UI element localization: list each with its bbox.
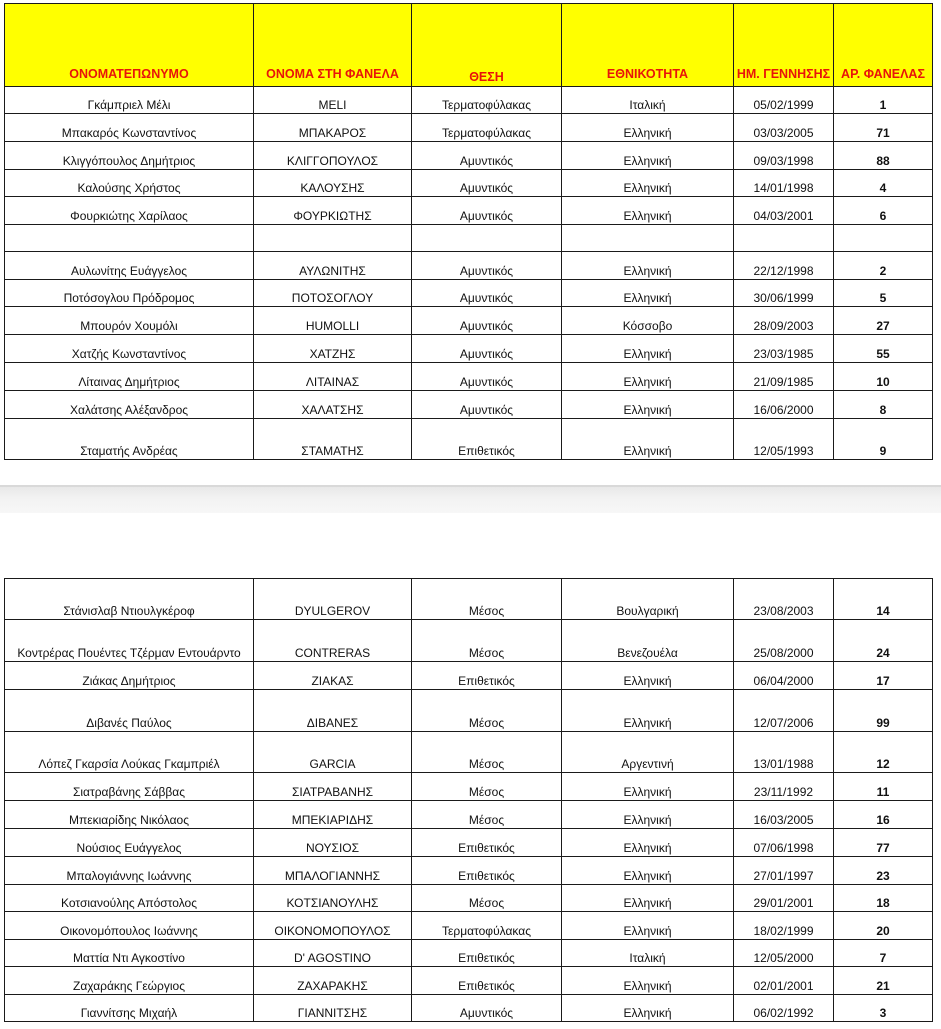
cell-shirt-number: 16 xyxy=(834,801,933,829)
table-row xyxy=(5,579,933,620)
cell-birth-date: 30/06/1999 xyxy=(734,280,834,307)
cell-nationality: Βουλγαρική xyxy=(562,579,734,620)
cell-shirt-number: 20 xyxy=(834,912,933,940)
cell-shirt-name: ΜΠΑΛΟΓΙΑΝΝΗΣ xyxy=(254,857,412,885)
cell-full-name: Οικονομόπουλος Ιωάννης xyxy=(5,912,254,940)
table-row xyxy=(5,885,933,912)
cell-shirt-name: ΖΙΑΚΑΣ xyxy=(254,662,412,690)
cell-birth-date: 02/01/2001 xyxy=(734,967,834,995)
cell-birth-date: 21/09/1985 xyxy=(734,363,834,391)
cell-shirt-name: ΧΑΤΖΗΣ xyxy=(254,335,412,363)
cell-position: Επιθετικός xyxy=(412,967,562,995)
cell-nationality: Κόσσοβο xyxy=(562,307,734,335)
cell-birth-date: 23/08/2003 xyxy=(734,579,834,620)
cell-position: Αμυντικός xyxy=(412,363,562,391)
table-row xyxy=(5,995,933,1022)
cell-shirt-name: ΦΟΥΡΚΙΩΤΗΣ xyxy=(254,197,412,225)
cell-position: Αμυντικός xyxy=(412,995,562,1022)
cell-position: Τερματοφύλακας xyxy=(412,87,562,114)
cell-shirt-name: ΜΠΕΚΙΑΡΙΔΗΣ xyxy=(254,801,412,829)
cell-shirt-number: 77 xyxy=(834,829,933,857)
cell-nationality: Ελληνική xyxy=(562,391,734,419)
cell-shirt-number: 9 xyxy=(834,419,933,460)
header-position: ΘΕΣΗ xyxy=(412,4,562,87)
cell-birth-date: 25/08/2000 xyxy=(734,620,834,662)
cell-nationality: Ελληνική xyxy=(562,335,734,363)
cell-full-name xyxy=(5,225,254,252)
cell-shirt-number xyxy=(834,225,933,252)
cell-birth-date xyxy=(734,225,834,252)
header-row xyxy=(5,4,933,87)
cell-nationality: Ιταλική xyxy=(562,87,734,114)
cell-nationality: Αργεντινή xyxy=(562,732,734,773)
table-row xyxy=(5,335,933,363)
cell-nationality: Ελληνική xyxy=(562,114,734,142)
cell-birth-date: 16/06/2000 xyxy=(734,391,834,419)
cell-full-name: Χαλάτσης Αλέξανδρος xyxy=(5,391,254,419)
cell-position: Μέσος xyxy=(412,773,562,801)
table-row xyxy=(5,732,933,773)
cell-shirt-number: 4 xyxy=(834,170,933,197)
table-row xyxy=(5,829,933,857)
cell-shirt-number: 23 xyxy=(834,857,933,885)
table-row xyxy=(5,391,933,419)
cell-position: Τερματοφύλακας xyxy=(412,114,562,142)
cell-nationality: Ελληνική xyxy=(562,662,734,690)
cell-shirt-number: 71 xyxy=(834,114,933,142)
cell-shirt-number: 1 xyxy=(834,87,933,114)
cell-shirt-name: ΣΙΑΤΡΑΒΑΝΗΣ xyxy=(254,773,412,801)
cell-full-name: Κοντρέρας Πουέντες Τζέρμαν Εντουάρντο xyxy=(5,620,254,662)
cell-shirt-name: ΚΛΙΓΓΟΠΟΥΛΟΣ xyxy=(254,142,412,170)
cell-position: Επιθετικός xyxy=(412,940,562,967)
cell-position: Μέσος xyxy=(412,732,562,773)
cell-shirt-number: 99 xyxy=(834,690,933,732)
cell-position: Αμυντικός xyxy=(412,391,562,419)
cell-shirt-name: ΑΥΛΩΝΙΤΗΣ xyxy=(254,252,412,280)
cell-shirt-name: ΝΟΥΣΙΟΣ xyxy=(254,829,412,857)
cell-shirt-name: ΚΟΤΣΙΑΝΟΥΛΗΣ xyxy=(254,885,412,912)
cell-nationality: Ελληνική xyxy=(562,280,734,307)
cell-position: Μέσος xyxy=(412,690,562,732)
cell-nationality: Ελληνική xyxy=(562,363,734,391)
cell-shirt-number: 8 xyxy=(834,391,933,419)
cell-full-name: Μπεκιαρίδης Νικόλαος xyxy=(5,801,254,829)
cell-shirt-number: 17 xyxy=(834,662,933,690)
table-row xyxy=(5,912,933,940)
cell-shirt-number: 27 xyxy=(834,307,933,335)
table-row xyxy=(5,170,933,197)
cell-full-name: Ζαχαράκης Γεώργιος xyxy=(5,967,254,995)
table-row xyxy=(5,773,933,801)
cell-birth-date: 03/03/2005 xyxy=(734,114,834,142)
cell-nationality: Ελληνική xyxy=(562,829,734,857)
table-row xyxy=(5,662,933,690)
cell-shirt-number: 3 xyxy=(834,995,933,1022)
cell-full-name: Κοτσιανούλης Απόστολος xyxy=(5,885,254,912)
cell-position: Αμυντικός xyxy=(412,197,562,225)
cell-shirt-name: ΖΑΧΑΡΑΚΗΣ xyxy=(254,967,412,995)
cell-nationality xyxy=(562,225,734,252)
cell-position: Μέσος xyxy=(412,579,562,620)
cell-full-name: Μπουρόν Χουμόλι xyxy=(5,307,254,335)
header-birth-date: ΗΜ. ΓΕΝΝΗΣΗΣ xyxy=(734,4,834,87)
cell-shirt-number: 6 xyxy=(834,197,933,225)
cell-nationality: Ελληνική xyxy=(562,197,734,225)
cell-nationality: Βενεζουέλα xyxy=(562,620,734,662)
cell-full-name: Σταματής Ανδρέας xyxy=(5,419,254,460)
cell-shirt-number: 14 xyxy=(834,579,933,620)
cell-full-name: Μπαλογιάννης Ιωάννης xyxy=(5,857,254,885)
cell-shirt-name: GARCIA xyxy=(254,732,412,773)
cell-nationality: Ελληνική xyxy=(562,142,734,170)
cell-full-name: Καλούσης Χρήστος xyxy=(5,170,254,197)
table-row xyxy=(5,967,933,995)
cell-nationality: Ελληνική xyxy=(562,419,734,460)
cell-birth-date: 07/06/1998 xyxy=(734,829,834,857)
table-row xyxy=(5,114,933,142)
header-nationality: ΕΘΝΙΚΟΤΗΤΑ xyxy=(562,4,734,87)
table-row xyxy=(5,252,933,280)
cell-position: Αμυντικός xyxy=(412,307,562,335)
page-break xyxy=(0,487,941,513)
cell-birth-date: 14/01/1998 xyxy=(734,170,834,197)
cell-full-name: Ποτόσογλου Πρόδρομος xyxy=(5,280,254,307)
cell-position: Επιθετικός xyxy=(412,857,562,885)
cell-birth-date: 27/01/1997 xyxy=(734,857,834,885)
cell-full-name: Σιατραβάνης Σάββας xyxy=(5,773,254,801)
cell-full-name: Μπακαρός Κωνσταντίνος xyxy=(5,114,254,142)
cell-birth-date: 05/02/1999 xyxy=(734,87,834,114)
cell-position: Αμυντικός xyxy=(412,252,562,280)
cell-birth-date: 06/04/2000 xyxy=(734,662,834,690)
cell-birth-date: 04/03/2001 xyxy=(734,197,834,225)
cell-full-name: Διβανές Παύλος xyxy=(5,690,254,732)
cell-full-name: Γκάμπριελ Μέλι xyxy=(5,87,254,114)
table-row xyxy=(5,690,933,732)
cell-position: Επιθετικός xyxy=(412,662,562,690)
cell-position: Επιθετικός xyxy=(412,419,562,460)
cell-nationality: Ελληνική xyxy=(562,773,734,801)
cell-birth-date: 09/03/1998 xyxy=(734,142,834,170)
cell-full-name: Αυλωνίτης Ευάγγελος xyxy=(5,252,254,280)
cell-shirt-number: 7 xyxy=(834,940,933,967)
cell-shirt-number: 12 xyxy=(834,732,933,773)
cell-full-name: Ζιάκας Δημήτριος xyxy=(5,662,254,690)
cell-position xyxy=(412,225,562,252)
cell-shirt-name: HUMOLLI xyxy=(254,307,412,335)
cell-birth-date: 29/01/2001 xyxy=(734,885,834,912)
cell-shirt-name xyxy=(254,225,412,252)
cell-birth-date: 23/11/1992 xyxy=(734,773,834,801)
table-row xyxy=(5,197,933,225)
table-row xyxy=(5,142,933,170)
cell-shirt-number: 5 xyxy=(834,280,933,307)
header-shirt-name: ΟΝΟΜΑ ΣΤΗ ΦΑΝΕΛΑ xyxy=(254,4,412,87)
cell-nationality: Ελληνική xyxy=(562,857,734,885)
cell-nationality: Ελληνική xyxy=(562,885,734,912)
cell-shirt-number: 21 xyxy=(834,967,933,995)
cell-position: Επιθετικός xyxy=(412,829,562,857)
cell-shirt-number: 11 xyxy=(834,773,933,801)
cell-nationality: Ελληνική xyxy=(562,690,734,732)
cell-shirt-name: ΣΤΑΜΑΤΗΣ xyxy=(254,419,412,460)
cell-shirt-number: 2 xyxy=(834,252,933,280)
cell-shirt-name: ΧΑΛΑΤΣΗΣ xyxy=(254,391,412,419)
cell-shirt-number: 10 xyxy=(834,363,933,391)
cell-nationality: Ιταλική xyxy=(562,940,734,967)
cell-shirt-name: ΟΙΚΟΝΟΜΟΠΟΥΛΟΣ xyxy=(254,912,412,940)
cell-position: Αμυντικός xyxy=(412,170,562,197)
cell-position: Μέσος xyxy=(412,885,562,912)
cell-birth-date: 23/03/1985 xyxy=(734,335,834,363)
cell-birth-date: 12/05/1993 xyxy=(734,419,834,460)
cell-full-name: Λίταινας Δημήτριος xyxy=(5,363,254,391)
cell-shirt-name: CONTRERAS xyxy=(254,620,412,662)
cell-full-name: Γιαννίτσης Μιχαήλ xyxy=(5,995,254,1022)
cell-shirt-number: 24 xyxy=(834,620,933,662)
cell-full-name: Στάνισλαβ Ντιουλγκέροφ xyxy=(5,579,254,620)
cell-full-name: Ματτία Ντι Αγκοστίνο xyxy=(5,940,254,967)
cell-nationality: Ελληνική xyxy=(562,170,734,197)
cell-nationality: Ελληνική xyxy=(562,995,734,1022)
cell-shirt-name: ΜΠΑΚΑΡΟΣ xyxy=(254,114,412,142)
cell-shirt-name: ΚΑΛΟΥΣΗΣ xyxy=(254,170,412,197)
table-row xyxy=(5,940,933,967)
table-row xyxy=(5,225,933,252)
table-row xyxy=(5,419,933,460)
cell-shirt-name: DYULGEROV xyxy=(254,579,412,620)
cell-nationality: Ελληνική xyxy=(562,801,734,829)
cell-birth-date: 12/05/2000 xyxy=(734,940,834,967)
cell-full-name: Φουρκιώτης Χαρίλαος xyxy=(5,197,254,225)
table-row xyxy=(5,363,933,391)
header-shirt-number: ΑΡ. ΦΑΝΕΛΑΣ xyxy=(834,4,933,87)
cell-position: Αμυντικός xyxy=(412,280,562,307)
table-row xyxy=(5,87,933,114)
cell-shirt-number: 18 xyxy=(834,885,933,912)
roster-table-1 xyxy=(4,3,933,460)
cell-full-name: Νούσιος Ευάγγελος xyxy=(5,829,254,857)
cell-birth-date: 06/02/1992 xyxy=(734,995,834,1022)
cell-position: Μέσος xyxy=(412,801,562,829)
cell-position: Αμυντικός xyxy=(412,335,562,363)
cell-nationality: Ελληνική xyxy=(562,967,734,995)
roster-table-2 xyxy=(4,578,933,1022)
cell-birth-date: 16/03/2005 xyxy=(734,801,834,829)
table-row xyxy=(5,620,933,662)
cell-nationality: Ελληνική xyxy=(562,252,734,280)
cell-birth-date: 28/09/2003 xyxy=(734,307,834,335)
cell-shirt-name: D' AGOSTINO xyxy=(254,940,412,967)
table-row xyxy=(5,801,933,829)
cell-shirt-name: ΠΟΤΟΣΟΓΛΟΥ xyxy=(254,280,412,307)
table-row xyxy=(5,280,933,307)
cell-birth-date: 22/12/1998 xyxy=(734,252,834,280)
table-row xyxy=(5,857,933,885)
cell-full-name: Λόπεζ Γκαρσία Λούκας Γκαμπριέλ xyxy=(5,732,254,773)
cell-shirt-number: 55 xyxy=(834,335,933,363)
header-full-name: ΟΝΟΜΑΤΕΠΩΝΥΜΟ xyxy=(5,4,254,87)
cell-birth-date: 13/01/1988 xyxy=(734,732,834,773)
table-row xyxy=(5,307,933,335)
cell-shirt-name: MELI xyxy=(254,87,412,114)
cell-full-name: Χατζής Κωνσταντίνος xyxy=(5,335,254,363)
cell-full-name: Κλιγγόπουλος Δημήτριος xyxy=(5,142,254,170)
cell-nationality: Ελληνική xyxy=(562,912,734,940)
cell-shirt-name: ΛΙΤΑΙΝΑΣ xyxy=(254,363,412,391)
cell-position: Μέσος xyxy=(412,620,562,662)
cell-position: Τερματοφύλακας xyxy=(412,912,562,940)
cell-shirt-name: ΓΙΑΝΝΙΤΣΗΣ xyxy=(254,995,412,1022)
cell-birth-date: 18/02/1999 xyxy=(734,912,834,940)
cell-shirt-number: 88 xyxy=(834,142,933,170)
cell-birth-date: 12/07/2006 xyxy=(734,690,834,732)
cell-position: Αμυντικός xyxy=(412,142,562,170)
cell-shirt-name: ΔΙΒΑΝΕΣ xyxy=(254,690,412,732)
